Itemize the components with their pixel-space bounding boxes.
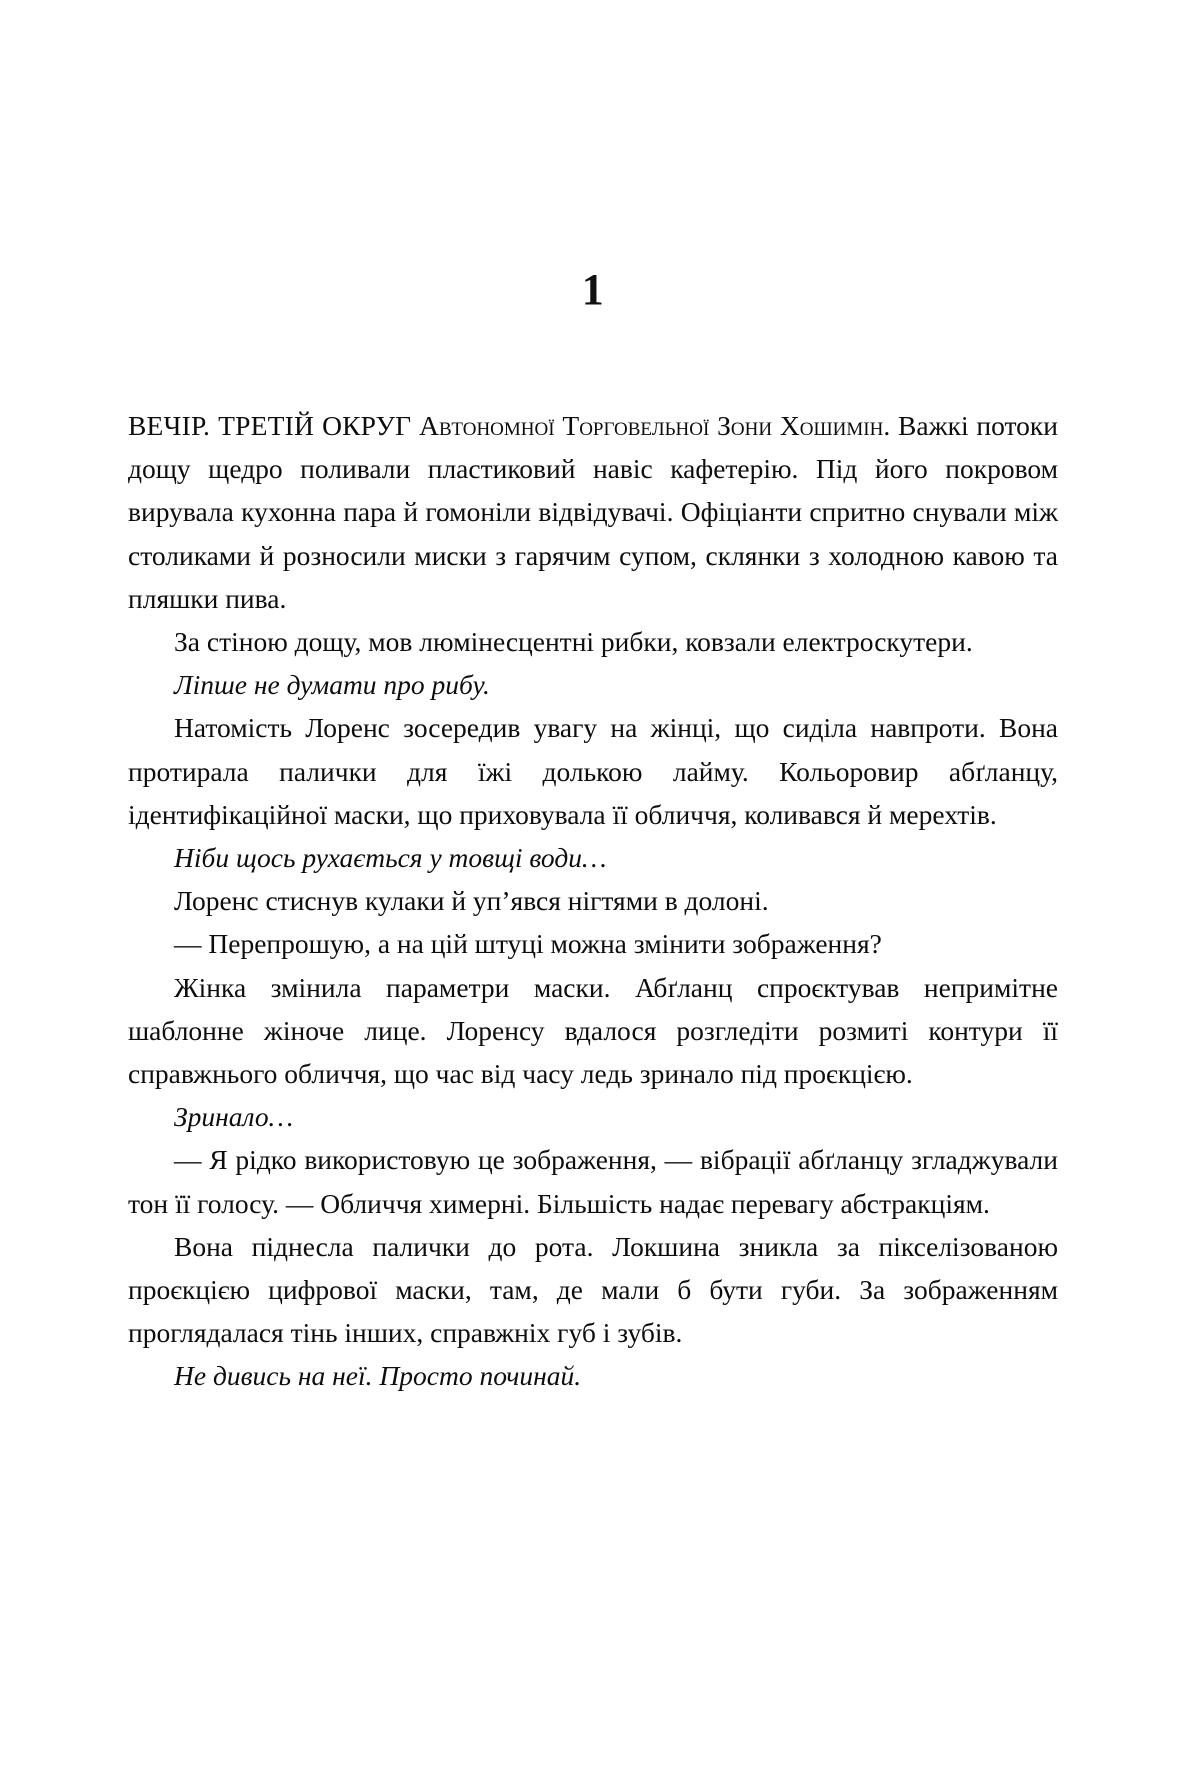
paragraph-dialogue-7: — Перепрошую, а на цій штуці можна змінити зображення? [174, 928, 882, 960]
paragraph-narrative-2: За стіною дощу, мов люмінесцентні рибки, ковзали електроскутери. [174, 626, 973, 658]
paragraph-narrative-6: Лоренс стиснув кулаки й уп’явся нігтями в долоні. [174, 885, 769, 917]
paragraph-thought-5: Ніби щось рухається у товщі води… [174, 842, 607, 874]
opening-caps: ВЕЧІР. ТРЕТІЙ ОКРУГ [128, 410, 412, 441]
body-text [128, 404, 1058, 1398]
paragraph-narrative-8: Жінка змінила параметри маски. Абґланц спроєктував непримітне шаблонне жіноче лице. Лоренсу вдалося розгледіти розмиті контури її справжнього обличчя, що час від часу ледь зринало під проєкцією. [128, 971, 1058, 1090]
paragraph-narrative-11: Вона піднесла палички до рота. Локшина зникла за пікселізованою проєкцією цифрової маски, там, де мали б бути губи. За зображенням проглядалася тінь інших, справжніх губ і зубів. [128, 1230, 1058, 1349]
paragraph-thought-12: Не дивись на неї. Просто починай. [174, 1360, 582, 1392]
paragraph-dialogue-10: — Я рідко використовую це зображення, — вібрації абґланцу згладжували тон її голосу. — Обличчя химерні. Більшість надає перевагу абстракціям. [128, 1144, 1058, 1219]
opening-body: Важкі потоки дощу щедро поливали пластиковий навіс кафетерію. Під його покровом вирувала кухонна пара й гомоніли відвідувачі. Офіціанти спритно снували між столиками й розносили миски з гарячим супом, склянки з холодною кавою та пляшки пива. [128, 410, 1059, 614]
opening-smallcaps: Автономної Торговельної Зони Хошимін. [411, 410, 891, 441]
paragraph-thought-3: Ліпше не думати про рибу. [174, 669, 490, 701]
paragraph-opening [128, 404, 1058, 620]
chapter-number: 1 [581, 265, 605, 314]
page-content [128, 0, 1058, 1398]
paragraph-narrative-4: Натомість Лоренс зосередив увагу на жінці, що сиділа навпроти. Вона протирала палички для їжі долькою лайму. Кольоровир абґланцу, ідентифікаційної маски, що приховувала її обличчя, коливався й мерехтів. [128, 712, 1058, 830]
paragraph-thought-9: Зринало… [174, 1101, 294, 1133]
